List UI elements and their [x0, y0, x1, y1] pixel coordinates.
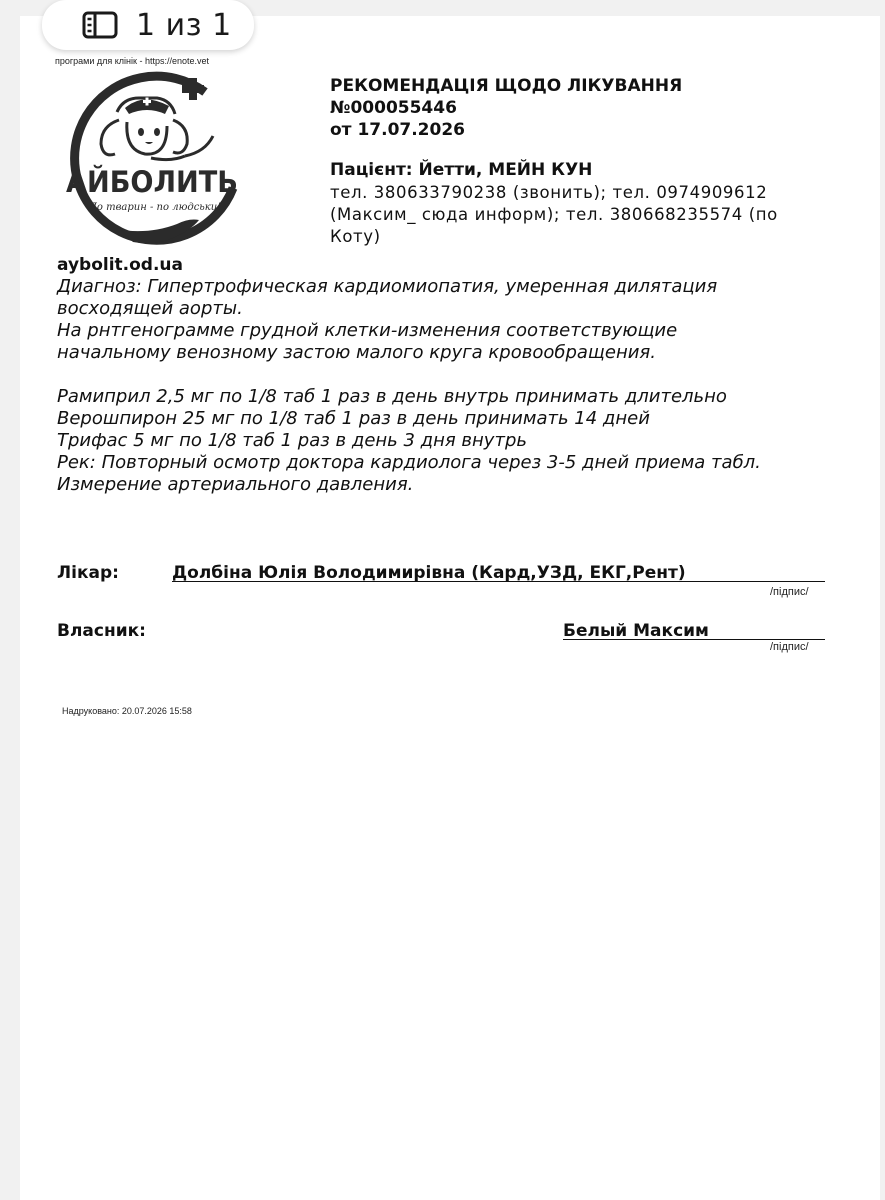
diagnosis-line: восходящей аорты.: [57, 298, 243, 319]
page-counter-pill[interactable]: [42, 0, 254, 50]
document-title: [330, 75, 682, 141]
owner-label: Власник:: [57, 621, 146, 641]
prescription-line: Измерение артериального давления.: [57, 474, 414, 495]
doctor-signature-caption: /підпис/: [770, 586, 809, 598]
clinic-logo: [55, 70, 250, 260]
page-counter-text: 1 из 1: [136, 7, 232, 43]
source-note: програми для клінік - https://enote.vet: [55, 56, 210, 66]
prescription-line: Трифас 5 мг по 1/8 таб 1 раз в день 3 дня внутрь: [57, 430, 527, 451]
owner-signature-line: [563, 639, 825, 640]
doctor-signature-line: [172, 581, 825, 582]
document-number: №000055446: [330, 98, 457, 118]
diagnosis-line: На рнтгенограмме грудной клетки-изменения соответствующие: [57, 320, 678, 341]
prescription-line: Верошпирон 25 мг по 1/8 таб 1 раз в день принимать 14 дней: [57, 408, 650, 429]
doctor-name: Долбіна Юлія Володимирівна (Кард,УЗД, ЕКГ,Рент): [172, 563, 686, 583]
owner-name: Белый Максим: [563, 621, 709, 641]
prescription-line: Рамиприл 2,5 мг по 1/8 таб 1 раз в день внутрь принимать длительно: [57, 386, 727, 407]
logo-brand-text: АЙБОЛИТЬ: [66, 165, 238, 199]
title-line: РЕКОМЕНДАЦІЯ ЩОДО ЛІКУВАННЯ: [330, 76, 683, 96]
diagnosis-line: начальному венозному застою малого круга кровообращения.: [57, 342, 656, 363]
patient-phones: тел. 380633790238 (звонить); тел. 0974909612 (Максим_ сюда информ); тел. 380668235574 (по Коту): [330, 183, 778, 246]
patient-name: Пацієнт: Йетти, МЕЙН КУН: [330, 160, 593, 180]
diagnosis-line: Диагноз: Гипертрофическая кардиомиопатия, умеренная дилятация: [57, 276, 718, 297]
prescription-line: Рек: Повторный осмотр доктора кардиолога через 3-5 дней приема табл.: [57, 452, 761, 473]
doctor-label: Лікар:: [57, 563, 119, 583]
owner-signature-caption: /підпис/: [770, 641, 809, 653]
printed-timestamp: Надруковано: 20.07.2026 15:58: [62, 706, 192, 716]
document-date: от 17.07.2026: [330, 120, 465, 140]
recommendation-body: [57, 276, 847, 496]
clinic-website: aybolit.od.ua: [57, 255, 183, 275]
page-thumbnail-icon[interactable]: [82, 11, 118, 39]
logo-slogan-text: До тварин - по людськи!: [88, 202, 222, 213]
